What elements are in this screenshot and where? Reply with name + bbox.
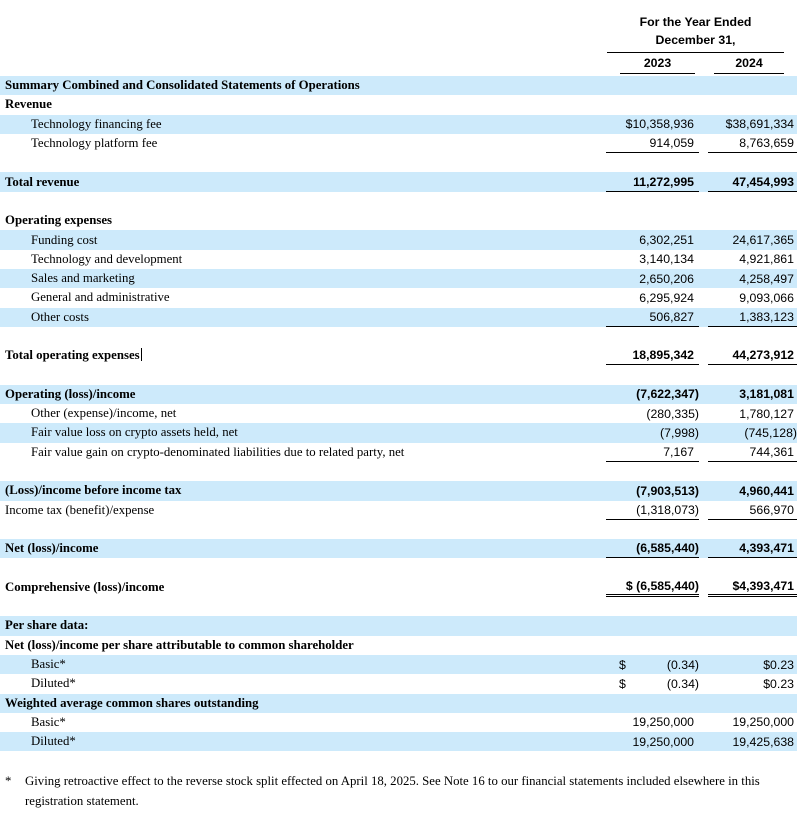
value-2023-text: 2,650,206	[639, 271, 694, 286]
value-2024-text: 8,763,659	[739, 136, 794, 151]
value-2023	[606, 230, 699, 249]
spacer-row	[0, 192, 797, 211]
value-2023-text: 18,895,342	[632, 348, 694, 363]
value-2024	[708, 269, 797, 288]
value-2024	[708, 385, 797, 404]
column-header-2024: 2024	[714, 55, 784, 74]
table-row	[0, 115, 797, 134]
value-2024	[708, 327, 797, 346]
table-row	[0, 385, 797, 404]
value-2024	[708, 443, 797, 462]
year-columns	[620, 55, 784, 74]
value-2024	[708, 95, 797, 114]
value-2023	[606, 520, 699, 539]
period-header	[607, 13, 784, 53]
period-line2: December 31,	[655, 33, 736, 47]
row-label: Total revenue	[5, 174, 80, 189]
value-2024	[708, 134, 797, 153]
value-2023	[606, 501, 699, 520]
value-2023	[606, 192, 699, 211]
table-row	[0, 76, 797, 95]
table-row	[0, 694, 797, 713]
table-row	[0, 404, 797, 423]
value-2024	[708, 230, 797, 249]
value-2023-text: (7,903,513)	[636, 483, 699, 498]
value-2023	[606, 134, 699, 153]
row-label: Other costs	[31, 309, 89, 324]
value-2024	[708, 616, 797, 635]
row-label: Fair value gain on crypto-denominated liabilities due to related party, net	[31, 444, 405, 459]
column-gap	[695, 55, 714, 74]
value-2023-text: 19,250,000	[632, 734, 694, 749]
value-2024-text: $4,393,471	[732, 578, 794, 593]
value-2023-text: 6,302,251	[639, 233, 694, 248]
table-row	[0, 230, 797, 249]
value-2024-text: 1,383,123	[739, 309, 794, 324]
value-2023-text: 914,059	[649, 136, 694, 151]
value-2023	[606, 597, 699, 616]
row-label: General and administrative	[31, 290, 170, 305]
spacer-row	[0, 558, 797, 577]
value-2023	[606, 443, 699, 462]
value-2023	[606, 211, 699, 230]
value-2023	[606, 578, 699, 597]
row-label: Technology platform fee	[31, 136, 158, 151]
value-2024	[708, 597, 797, 616]
period-line1: For the Year Ended	[639, 15, 752, 29]
table-row	[0, 713, 797, 732]
value-2023	[606, 269, 699, 288]
row-label: Net (loss)/income	[5, 541, 99, 556]
table-row	[0, 616, 797, 635]
value-2023-text: 3,140,134	[639, 252, 694, 267]
value-2023	[606, 172, 699, 191]
value-2024	[708, 655, 797, 674]
value-2024	[708, 423, 797, 442]
dollar-sign: $	[619, 657, 626, 672]
value-2024	[708, 462, 797, 481]
value-2023	[606, 655, 699, 674]
row-label: Fair value loss on crypto assets held, net	[31, 425, 238, 440]
row-label: Comprehensive (loss)/income	[5, 579, 165, 594]
value-2023	[606, 385, 699, 404]
value-2023	[606, 462, 699, 481]
row-label: Weighted average common shares outstanding	[5, 695, 259, 710]
row-label: Total operating expenses	[5, 348, 140, 363]
value-2024-text: $0.23	[763, 657, 794, 672]
table-row	[0, 636, 797, 655]
value-2024	[708, 250, 797, 269]
row-label: Net (loss)/income per share attributable to common shareholder	[5, 637, 354, 652]
value-2024	[708, 558, 797, 577]
value-2023	[606, 558, 699, 577]
footnote-marker: *	[5, 774, 12, 789]
value-2024	[708, 346, 797, 365]
value-2023	[606, 539, 699, 558]
table-row	[0, 443, 797, 462]
row-label: Basic*	[31, 657, 66, 672]
value-2024-text: 744,361	[749, 444, 794, 459]
value-2024	[708, 115, 797, 134]
value-2024-text: 9,093,066	[739, 290, 794, 305]
value-2023	[606, 250, 699, 269]
row-label: Funding cost	[31, 232, 98, 247]
text-cursor	[141, 348, 142, 361]
value-2023-text: (7,998)	[660, 425, 699, 440]
value-2023	[606, 732, 699, 751]
value-2024-text: 44,273,912	[732, 348, 794, 363]
value-2023	[606, 327, 699, 346]
table-header	[0, 0, 797, 74]
column-header-2023: 2023	[620, 55, 695, 74]
statements-of-operations-table	[0, 76, 797, 751]
value-2024	[708, 481, 797, 500]
table-row	[0, 655, 797, 674]
value-2024	[708, 288, 797, 307]
dollar-sign: $	[619, 676, 626, 691]
value-2024	[708, 501, 797, 520]
value-2024	[708, 192, 797, 211]
table-row	[0, 250, 797, 269]
table-row	[0, 732, 797, 751]
table-row	[0, 674, 797, 693]
row-label: Per share data:	[5, 618, 89, 633]
spacer-row	[0, 365, 797, 384]
value-2024	[708, 539, 797, 558]
value-2023-text: $ (6,585,440)	[625, 578, 699, 593]
row-label: Other (expense)/income, net	[31, 406, 177, 421]
row-label: Operating expenses	[5, 213, 112, 228]
value-2023-text: (7,622,347)	[636, 387, 699, 402]
value-2024-text: 566,970	[749, 502, 794, 517]
value-2023	[606, 115, 699, 134]
value-2024-text: 4,393,471	[739, 541, 794, 556]
value-2024	[708, 713, 797, 732]
value-2023	[606, 423, 699, 442]
value-2023-text: 506,827	[649, 309, 694, 324]
value-2023-text: 11,272,995	[633, 174, 694, 189]
value-2024	[708, 153, 797, 172]
row-label: Technology and development	[31, 251, 183, 266]
value-2024-text: 4,960,441	[739, 483, 794, 498]
value-2024	[708, 636, 797, 655]
spacer-row	[0, 153, 797, 172]
table-row	[0, 423, 797, 442]
value-2023	[606, 153, 699, 172]
value-2024-text: 1,780,127	[739, 406, 794, 421]
value-2023	[606, 481, 699, 500]
table-row	[0, 288, 797, 307]
value-2023	[606, 76, 699, 95]
value-2023	[606, 288, 699, 307]
footnote	[0, 772, 792, 811]
table-row	[0, 481, 797, 500]
spacer-row	[0, 520, 797, 539]
value-2024-text: 19,425,638	[732, 734, 794, 749]
table-row	[0, 134, 797, 153]
value-2024-text: 47,454,993	[732, 174, 794, 189]
spacer-row	[0, 462, 797, 481]
value-2023-text: (280,335)	[646, 406, 699, 421]
row-label: Basic*	[31, 714, 66, 729]
value-2024	[708, 578, 797, 597]
row-label: Sales and marketing	[31, 271, 135, 286]
row-label: Operating (loss)/income	[5, 386, 136, 401]
value-2023-text: $10,358,936	[625, 117, 694, 132]
value-2023	[606, 636, 699, 655]
value-2024-text: (745,128)	[744, 425, 797, 440]
table-row	[0, 95, 797, 114]
value-2023	[606, 713, 699, 732]
value-2024	[708, 520, 797, 539]
value-2024	[708, 732, 797, 751]
table-row	[0, 211, 797, 230]
table-row	[0, 308, 797, 327]
row-label: Technology financing fee	[31, 116, 162, 131]
value-2024	[708, 172, 797, 191]
value-2023	[606, 694, 699, 713]
value-2023	[606, 95, 699, 114]
value-2023-text: 19,250,000	[632, 715, 694, 730]
spacer-row	[0, 327, 797, 346]
row-label: Revenue	[5, 97, 52, 112]
value-2024-text: 4,921,861	[739, 252, 794, 267]
value-2024-text: 24,617,365	[732, 233, 794, 248]
value-2023-text: (6,585,440)	[636, 541, 699, 556]
value-2024	[708, 211, 797, 230]
value-2023	[606, 674, 699, 693]
value-2024-text: 19,250,000	[732, 715, 794, 730]
table-row	[0, 539, 797, 558]
value-2023	[606, 346, 699, 365]
row-label: Summary Combined and Consolidated Statements of Operations	[5, 78, 360, 93]
value-2023-text: 7,167	[663, 444, 694, 459]
row-label: Income tax (benefit)/expense	[5, 502, 155, 517]
footnote-text: Giving retroactive effect to the reverse stock split effected on April 18, 2025. See Note 16 to our financial statements included elsewhere in this registration statement.	[25, 774, 760, 808]
value-2024	[708, 76, 797, 95]
table-row	[0, 269, 797, 288]
value-2023	[606, 616, 699, 635]
value-2024	[708, 365, 797, 384]
value-2024	[708, 674, 797, 693]
value-2024-text: 4,258,497	[739, 271, 794, 286]
value-2024	[708, 308, 797, 327]
value-2023-text: 6,295,924	[639, 290, 694, 305]
table-row	[0, 346, 797, 365]
value-2024-text: $38,691,334	[725, 117, 794, 132]
value-2023	[606, 404, 699, 423]
value-2024	[708, 694, 797, 713]
value-2024	[708, 404, 797, 423]
row-label: Diluted*	[31, 734, 76, 749]
table-row	[0, 172, 797, 191]
value-2023-text: (0.34)	[666, 657, 699, 672]
value-2024-text: $0.23	[763, 676, 794, 691]
value-2023-text: (1,318,073)	[636, 502, 699, 517]
table-row	[0, 578, 797, 597]
row-label: (Loss)/income before income tax	[5, 483, 182, 498]
table-row	[0, 501, 797, 520]
value-2023	[606, 365, 699, 384]
row-label: Diluted*	[31, 676, 76, 691]
value-2023-text: (0.34)	[666, 676, 699, 691]
spacer-row	[0, 597, 797, 616]
value-2024-text: 3,181,081	[739, 387, 794, 402]
value-2023	[606, 308, 699, 327]
